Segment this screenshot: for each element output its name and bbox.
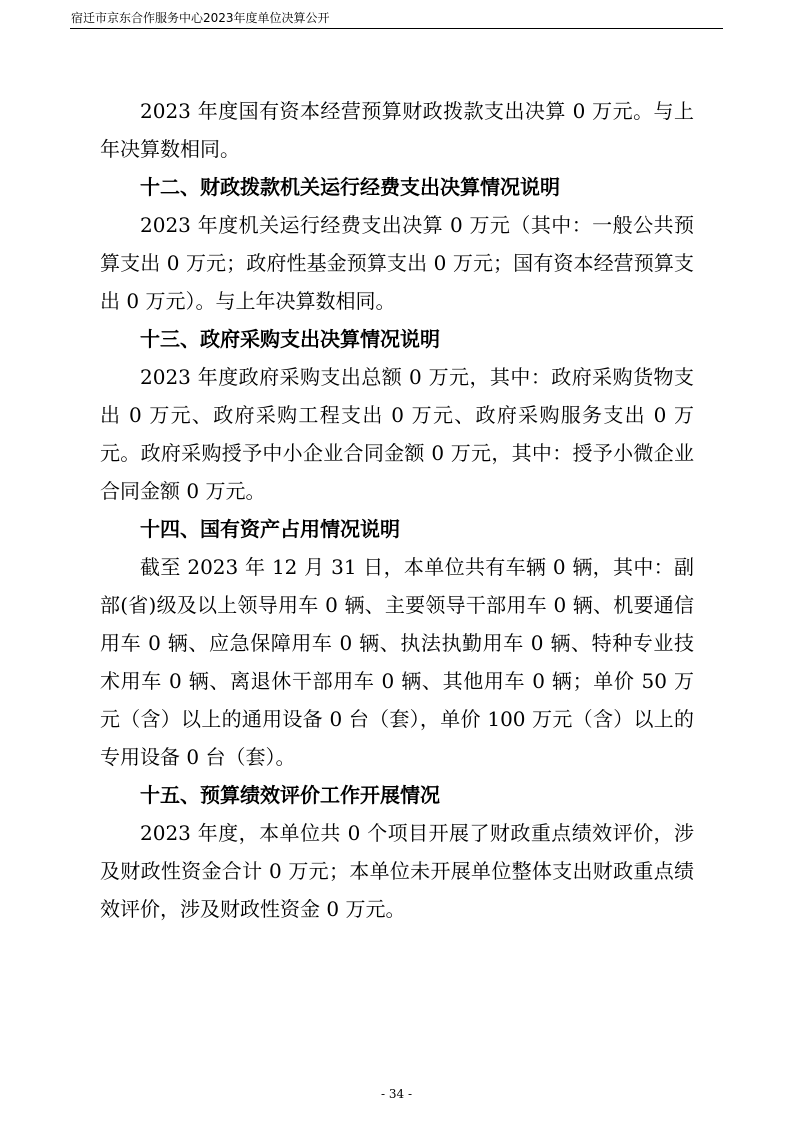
section-15-heading: 十五、预算绩效评价工作开展情况 [140,783,440,807]
section-12-paragraph: 2023 年度机关运行经费支出决算 0 万元（其中：一般公共预算支出 0 万元；政府性基金预算支出 0 万元；国有资本经营预算支出 0 万元）。与上年决算数相同。 [100,213,694,313]
page-number: - 34 - [380,1087,412,1101]
section-14-heading: 十四、国有资产占用情况说明 [140,517,400,541]
running-header: 宿迁市京东合作服务中心2023年度单位决算公开 [71,11,330,25]
section-12-heading: 十二、财政拨款机关运行经费支出决算情况说明 [140,175,560,199]
intro-paragraph: 2023 年度国有资本经营预算财政拨款支出决算 0 万元。与上年决算数相同。 [100,99,694,161]
document-body [100,92,694,928]
section-14-paragraph: 截至 2023 年 12 月 31 日，本单位共有车辆 0 辆，其中：副部(省)级及以上领导用车 0 辆、主要领导干部用车 0 辆、机要通信用车 0 辆、应急保障用车 0 辆、执法执勤用车 0 辆、特种专业技术用车 0 辆、离退休干部用车 0 辆、其他用车 0 辆；单价 50 万元（含）以上的通用设备 0 台（套），单价 100 万元（含）以上的专用设备 0 台（套）。 [100,555,694,769]
section-15-paragraph: 2023 年度，本单位共 0 个项目开展了财政重点绩效评价，涉及财政性资金合计 0 万元；本单位未开展单位整体支出财政重点绩效评价，涉及财政性资金 0 万元。 [100,821,694,921]
header-rule [70,28,723,29]
section-13-paragraph: 2023 年度政府采购支出总额 0 万元，其中：政府采购货物支出 0 万元、政府采购工程支出 0 万元、政府采购服务支出 0 万元。政府采购授予中小企业合同金额 0 万元，其中：授予小微企业合同金额 0 万元。 [100,365,694,503]
section-13-heading: 十三、政府采购支出决算情况说明 [140,327,440,351]
